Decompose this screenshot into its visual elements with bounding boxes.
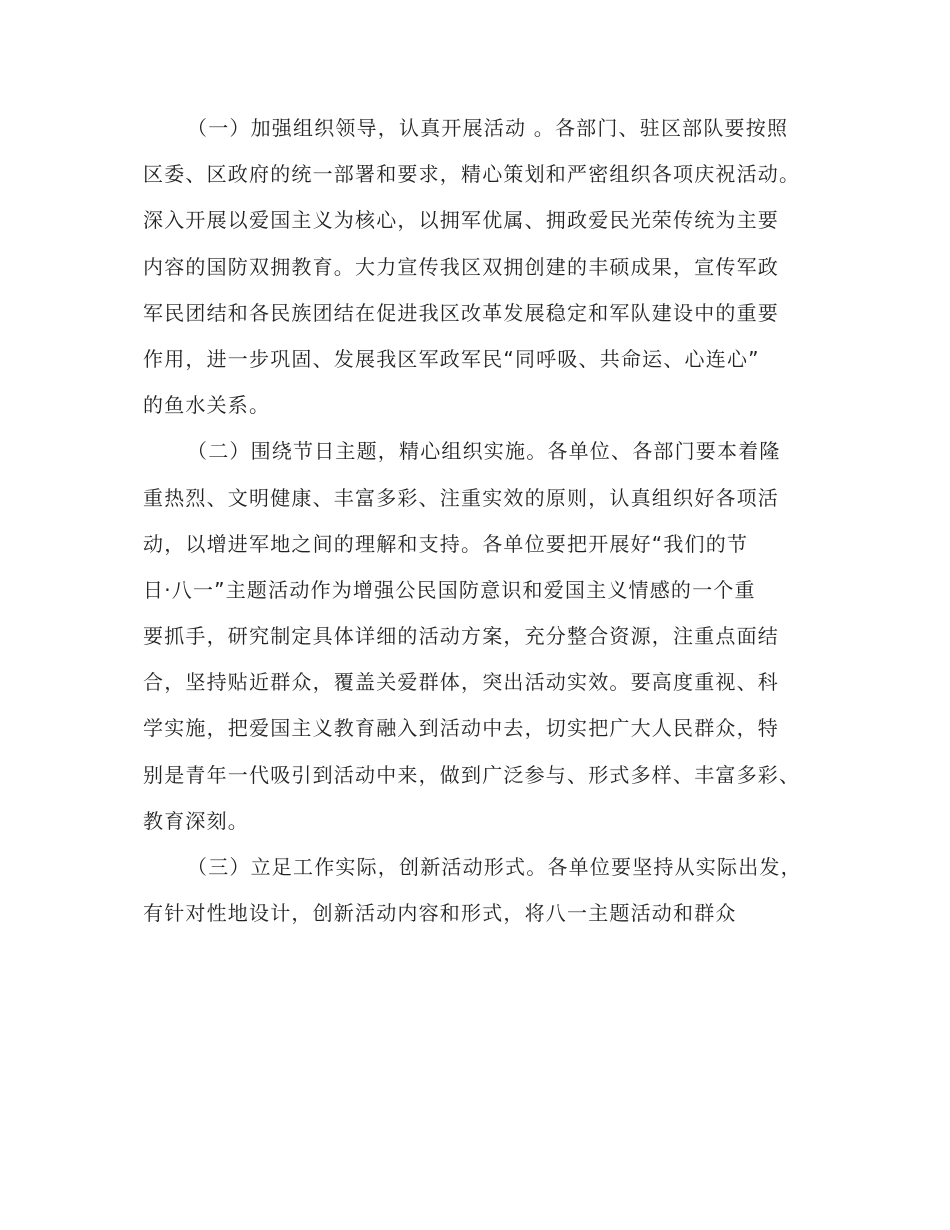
text-line: 动，以增进军地之间的理解和支持。各单位要把开展好“我们的节 <box>143 531 749 556</box>
text-line: 日·八一”主题活动作为增强公民国防意识和爱国主义情感的一个重 <box>143 577 756 602</box>
text-line: 教育深刻。 <box>143 808 249 833</box>
text-line: 要抓手，研究制定具体详细的活动方案，充分整合资源，注重点面结 <box>143 624 779 649</box>
paragraph-1 <box>143 105 813 428</box>
text-line: 深入开展以爱国主义为核心，以拥军优属、拥政爱民光荣传统为主要 <box>143 208 779 233</box>
paragraph-2 <box>143 428 813 844</box>
text-line: 学实施，把爱国主义教育融入到活动中去，切实把广大人民群众，特 <box>143 716 779 741</box>
text-line: 作用，进一步巩固、发展我区军政军民“同呼吸、共命运、心连心” <box>143 346 760 371</box>
text-line: 区委、区政府的统一部署和要求，精心策划和严密组织各项庆祝活动。 <box>143 162 801 187</box>
text-line: （三）立足工作实际，创新活动形式。各单位要坚持从实际出发， <box>187 855 802 879</box>
document-body <box>143 105 813 936</box>
paragraph-3 <box>143 844 813 936</box>
text-line: 内容的国防双拥教育。大力宣传我区双拥创建的丰硕成果，宣传军政 <box>143 254 779 279</box>
text-line: 别是青年一代吸引到活动中来，做到广泛参与、形式多样、丰富多彩、 <box>143 762 801 787</box>
text-line: 有针对性地设计，创新活动内容和形式，将八一主题活动和群众 <box>143 901 737 926</box>
text-line: （二）围绕节日主题，精心组织实施。各单位、各部门要本着隆 <box>187 439 781 464</box>
text-line: 的鱼水关系。 <box>143 393 271 418</box>
text-line: 合，坚持贴近群众，覆盖关爱群体，突出活动实效。要高度重视、科 <box>143 670 779 695</box>
text-line: （一）加强组织领导，认真开展活动 。各部门、驻区部队要按照 <box>187 116 789 140</box>
text-line: 军民团结和各民族团结在促进我区改革发展稳定和军队建设中的重要 <box>143 300 779 325</box>
text-line: 重热烈、文明健康、丰富多彩、注重实效的原则，认真组织好各项活 <box>143 485 779 510</box>
